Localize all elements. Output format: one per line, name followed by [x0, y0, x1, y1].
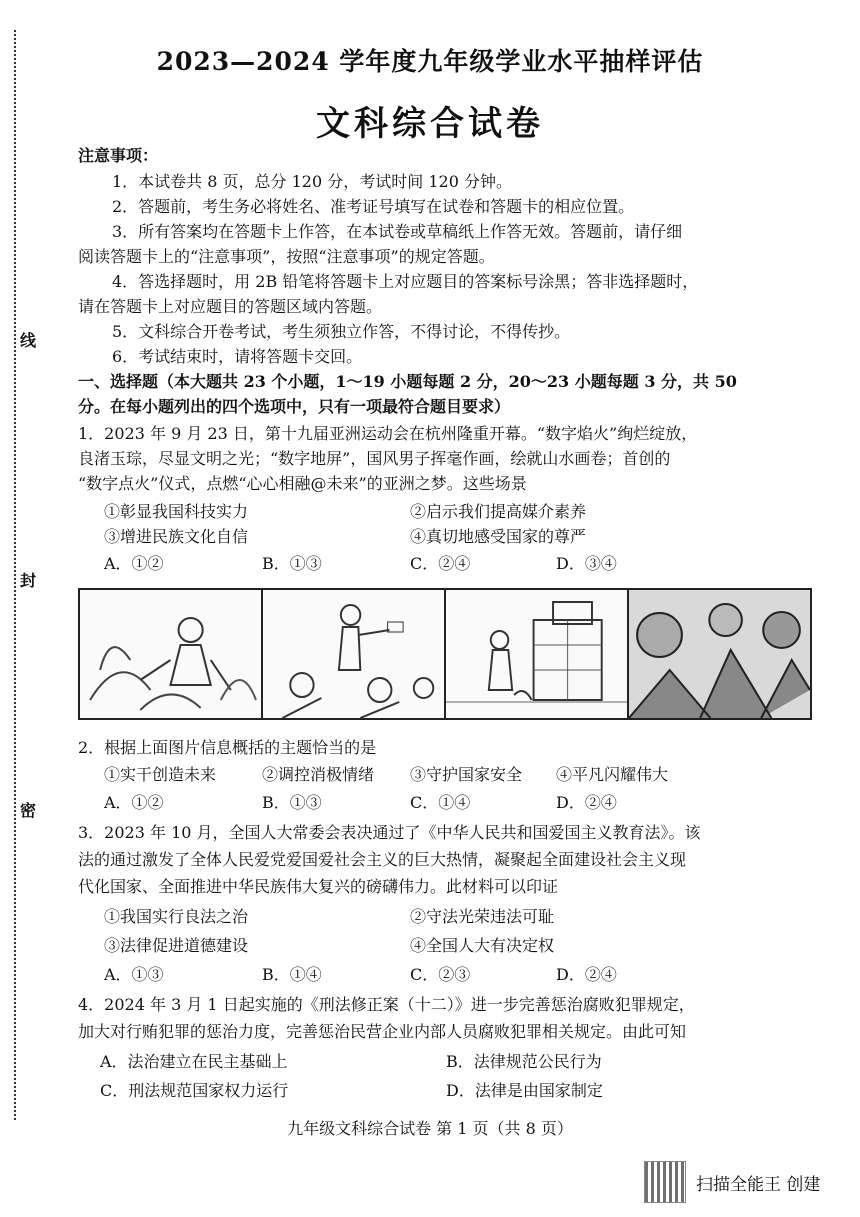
q1-stem: 1．2023 年 9 月 23 日，第十九届亚洲运动会在杭州隆重开幕。“数字焰火”绚烂绽放，	[78, 424, 698, 443]
q4-choice-d: D．法律是由国家制定	[446, 1081, 603, 1100]
binding-char-xian: 线	[20, 331, 37, 350]
picture-border-guard	[446, 590, 629, 718]
qr-code-icon	[644, 1161, 686, 1203]
notice-item: 请在答题卡上对应题目的答题区域内答题。	[78, 297, 383, 316]
q1-stem: “数字点火”仪式，点燃“心心相融@未来”的亚洲之梦。这些场景	[78, 474, 527, 493]
section-heading: 一、选择题（本大题共 23 个小题，1～19 小题每题 2 分，20～23 小题每题 3 分，共 50	[78, 372, 737, 391]
q1-stem: 良渚玉琮，尽显文明之光；“数字地屏”，国风男子挥毫作画，绘就山水画卷；首创的	[78, 449, 671, 468]
q2-statement: ①实干创造未来	[104, 765, 217, 784]
q2-choice-b: B．①③	[262, 793, 322, 812]
watermark-text: 扫描全能王 创建	[696, 1174, 821, 1195]
q3-choice-b: B．①④	[262, 965, 322, 984]
notice-item: 4．答选择题时，用 2B 铅笔将答题卡上对应题目的答案标号涂黑；答非选择题时，	[112, 272, 699, 291]
picture-surgeons	[629, 590, 810, 718]
q2-choice-d: D．②④	[556, 793, 617, 812]
notice-item: 5．文科综合开卷考试，考生须独立作答，不得讨论，不得传抄。	[112, 322, 571, 341]
q2-stem: 2．根据上面图片信息概括的主题恰当的是	[78, 738, 377, 757]
notice-heading: 注意事项：	[78, 146, 159, 165]
q3-stem: 代化国家、全面推进中华民族伟大复兴的磅礴伟力。此材料可以印证	[78, 877, 559, 896]
q1-choice-d: D．③④	[556, 554, 617, 573]
q2-choice-c: C．①④	[410, 793, 471, 812]
q4-stem: 4．2024 年 3 月 1 日起实施的《刑法修正案（十二）》进一步完善惩治腐败犯罪规定，	[78, 995, 695, 1014]
q1-statement: ④真切地感受国家的尊严	[410, 527, 587, 546]
q2-choice-a: A．①②	[104, 793, 164, 812]
q1-statement: ①彰显我国科技实力	[104, 502, 249, 521]
q3-statement: ③法律促进道德建设	[104, 936, 249, 955]
page-footer: 九年级文科综合试卷 第 1 页（共 8 页）	[287, 1119, 573, 1138]
binding-line	[14, 30, 37, 1120]
exam-title: 2023—2024 学年度九年级学业水平抽样评估	[156, 47, 704, 76]
notice-item: 阅读答题卡上的“注意事项”，按照“注意事项”的规定答题。	[78, 247, 495, 266]
notice-item: 2．答题前，考生务必将姓名、准考证号填写在试卷和答题卡的相应位置。	[112, 197, 635, 216]
q1-choice-a: A．①②	[104, 554, 164, 573]
binding-char-feng: 封	[20, 571, 37, 590]
section-heading-cont: 分。在每小题列出的四个选项中，只有一项最符合题目要求）	[78, 397, 511, 416]
picture-teacher	[263, 590, 446, 718]
q2-statement: ③守护国家安全	[410, 765, 523, 784]
q3-stem: 3．2023 年 10 月，全国人大常委会表决通过了《中华人民共和国爱国主义教育法》。该	[78, 823, 701, 842]
q1-choice-b: B．①③	[262, 554, 322, 573]
q1-statement: ③增进民族文化自信	[104, 527, 249, 546]
q3-statement: ①我国实行良法之治	[104, 907, 249, 926]
q4-choice-c: C．刑法规范国家权力运行	[100, 1081, 289, 1100]
notice-item: 1．本试卷共 8 页，总分 120 分，考试时间 120 分钟。	[112, 172, 512, 191]
picture-farmer	[80, 590, 263, 718]
q1-choice-c: C．②④	[410, 554, 471, 573]
q2-statement: ④平凡闪耀伟大	[556, 765, 669, 784]
binding-char-mi: 密	[20, 801, 37, 820]
q3-choice-d: D．②④	[556, 965, 617, 984]
notice-item: 6．考试结束时，请将答题卡交回。	[112, 347, 363, 366]
q1-statement: ②启示我们提高媒介素养	[410, 502, 587, 521]
q4-choice-b: B．法律规范公民行为	[446, 1052, 602, 1071]
notice-item: 3．所有答案均在答题卡上作答，在本试卷或草稿纸上作答无效。答题前，请仔细	[112, 222, 683, 241]
picture-strip	[78, 588, 812, 720]
q2-statement: ②调控消极情绪	[262, 765, 375, 784]
q3-choice-a: A．①③	[104, 965, 164, 984]
q3-choice-c: C．②③	[410, 965, 471, 984]
exam-subtitle: 文科综合试卷	[316, 104, 544, 144]
scanner-watermark	[644, 1161, 820, 1203]
q3-stem: 法的通过激发了全体人民爱党爱国爱社会主义的巨大热情，凝聚起全面建设社会主义现	[78, 850, 687, 869]
q4-stem: 加大对行贿犯罪的惩治力度，完善惩治民营企业内部人员腐败犯罪相关规定。由此可知	[78, 1022, 687, 1041]
q3-statement: ②守法光荣违法可耻	[410, 907, 555, 926]
q3-statement: ④全国人大有决定权	[410, 936, 555, 955]
q4-choice-a: A．法治建立在民主基础上	[100, 1052, 288, 1071]
